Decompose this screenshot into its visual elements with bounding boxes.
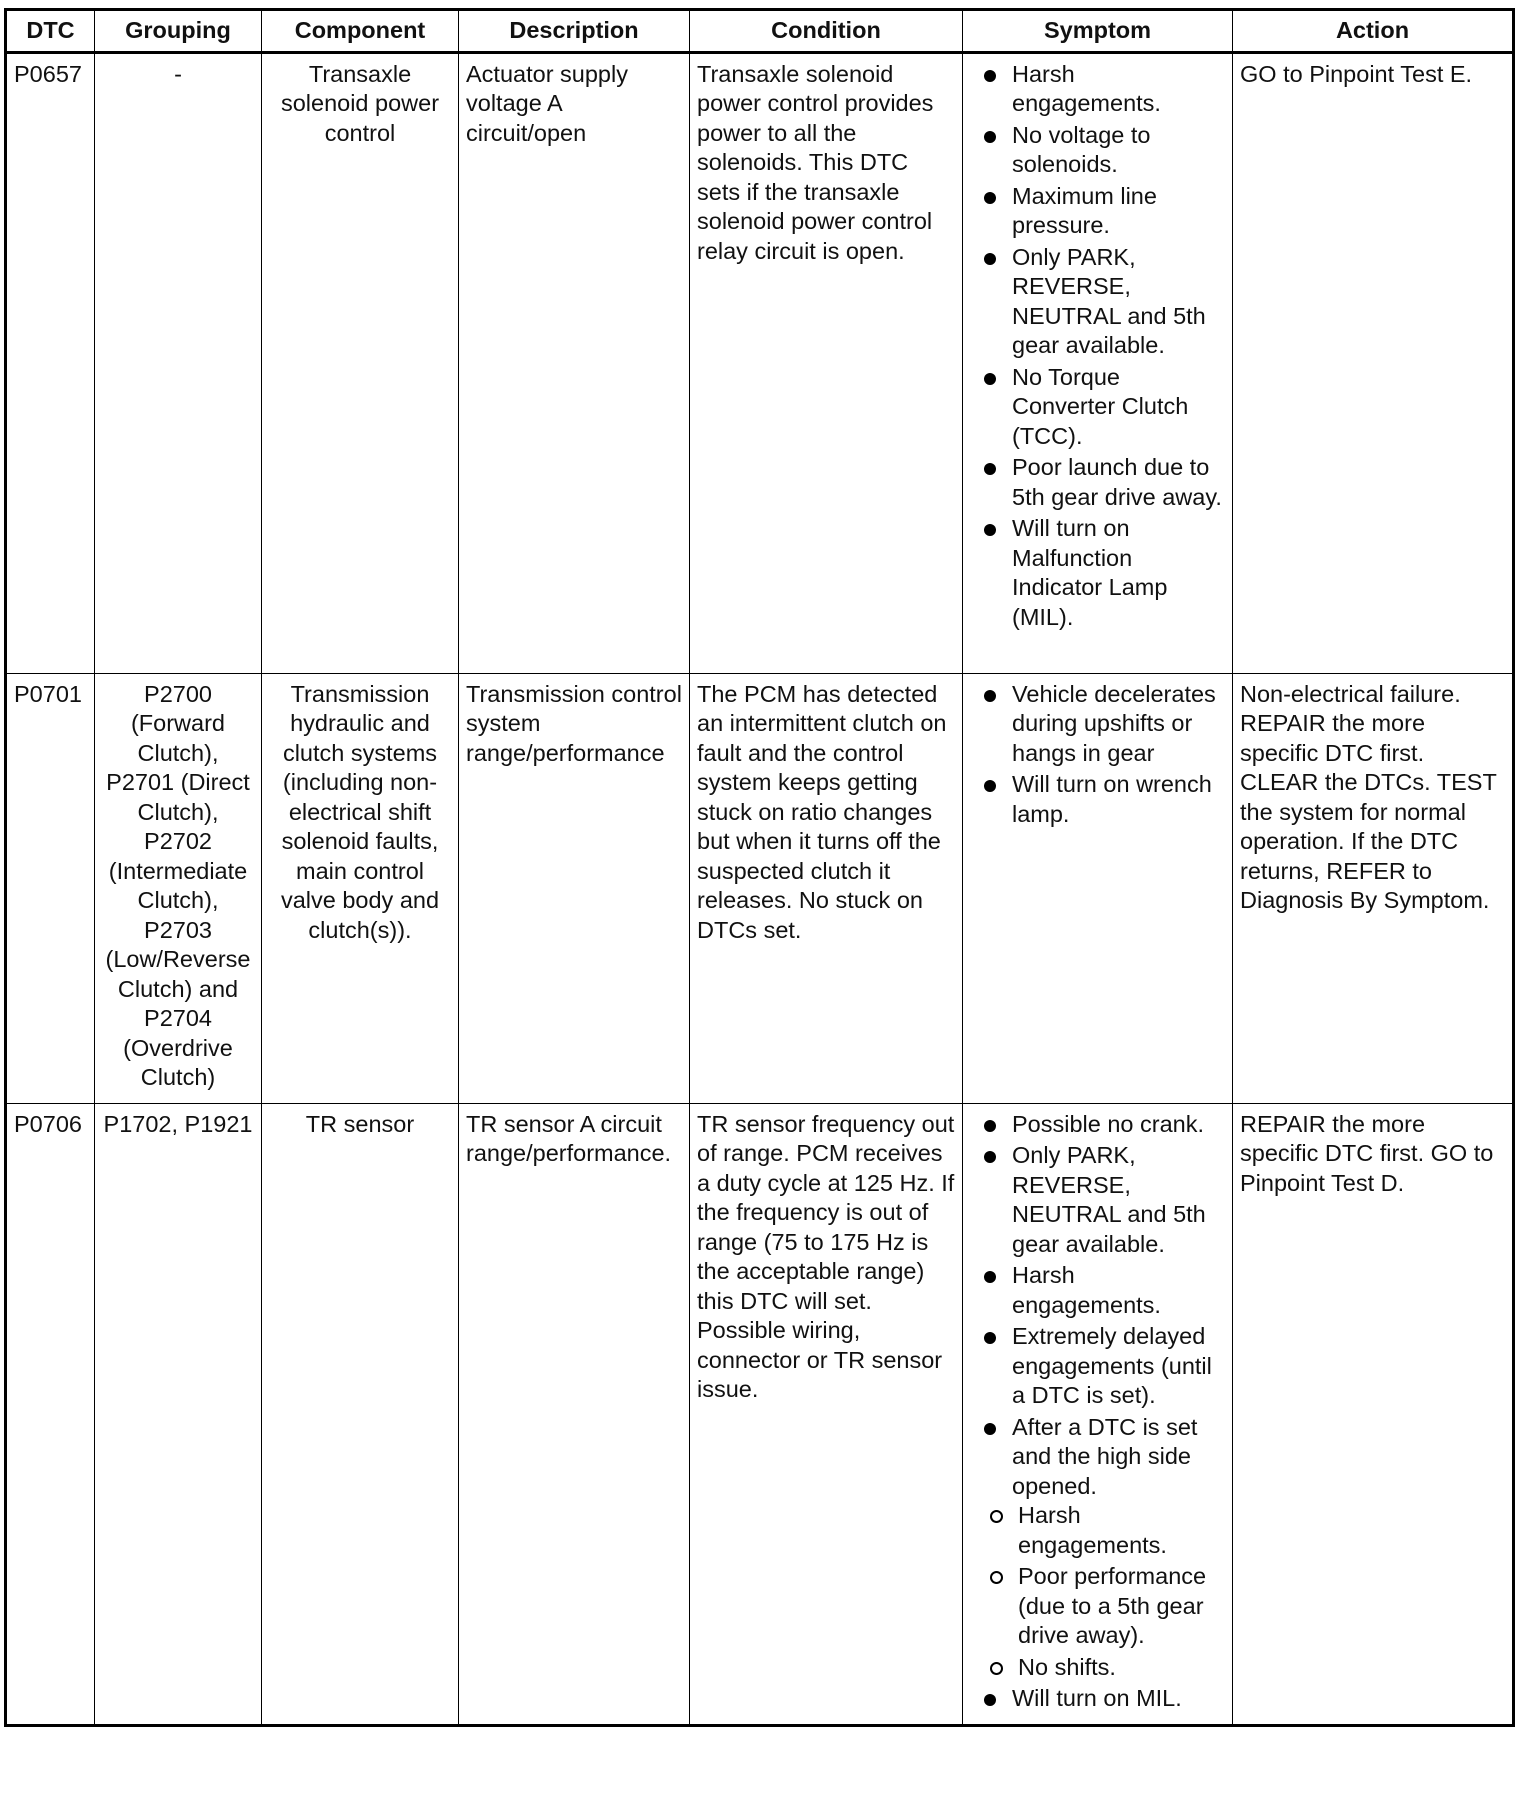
sub-symptom-item [970, 1501, 1225, 1560]
dtc-code: P0706 [6, 1103, 95, 1725]
symptom-text: Harsh engagements. [1012, 60, 1161, 116]
symptom-item [970, 243, 1225, 361]
sub-symptom-text: Harsh engagements. [1018, 1502, 1167, 1558]
symptom-text: After a DTC is set and the high side opened. [1012, 1413, 1198, 1499]
grouping-cell: P1702, P1921 [95, 1103, 262, 1725]
bullet-icon [984, 373, 996, 385]
sub-symptom-list [970, 1501, 1225, 1682]
symptom-item [970, 1684, 1225, 1714]
description-cell: TR sensor A circuit range/performance. [459, 1103, 690, 1725]
bullet-icon [984, 1151, 996, 1163]
bullet-icon [984, 1271, 996, 1283]
symptom-text: Maximum line pressure. [1012, 182, 1157, 238]
bullet-icon [984, 463, 996, 475]
action-cell: REPAIR the more specific DTC first. GO to Pinpoint Test D. [1233, 1103, 1514, 1725]
symptom-list [970, 60, 1225, 633]
header-action: Action [1233, 10, 1514, 53]
symptom-item [970, 514, 1225, 632]
component-cell: Transaxle solenoid power control [262, 52, 459, 673]
component-cell: Transmission hydraulic and clutch systems (including non-electrical shift solenoid faults, main control valve body and clutch(s)). [262, 673, 459, 1103]
bullet-icon [984, 780, 996, 792]
sub-symptom-text: Poor performance (due to a 5th gear drive away). [1018, 1563, 1207, 1648]
symptom-item [970, 1261, 1225, 1320]
symptom-item [970, 121, 1225, 180]
hollow-bullet-icon [990, 1662, 1003, 1675]
symptom-text: No voltage to solenoids. [1012, 121, 1151, 177]
component-cell: TR sensor [262, 1103, 459, 1725]
action-cell: Non-electrical failure. REPAIR the more specific DTC first. CLEAR the DTCs. TEST the system for normal operation. If the DTC returns, REFER to Diagnosis By Symptom. [1233, 673, 1514, 1103]
sub-symptom-text: No shifts. [1018, 1653, 1116, 1680]
table-row [6, 52, 1514, 673]
table-row [6, 1103, 1514, 1725]
symptom-text: Poor launch due to 5th gear drive away. [1012, 454, 1222, 510]
symptom-item [970, 1322, 1225, 1411]
grouping-cell: - [95, 52, 262, 673]
symptom-list [970, 680, 1225, 830]
symptom-item [970, 363, 1225, 452]
symptom-text: Possible no crank. [1012, 1110, 1205, 1137]
symptom-text: Vehicle decelerates during upshifts or hangs in gear [1012, 680, 1216, 766]
sub-symptom-item [970, 1562, 1225, 1651]
symptom-list [970, 1110, 1225, 1714]
symptom-item [970, 770, 1225, 829]
dtc-table-page [4, 8, 1512, 1727]
header-dtc: DTC [6, 10, 95, 53]
hollow-bullet-icon [990, 1510, 1003, 1523]
description-cell: Actuator supply voltage A circuit/open [459, 52, 690, 673]
bullet-icon [984, 1332, 996, 1344]
bullet-icon [984, 1694, 996, 1706]
symptom-text: Extremely delayed engagements (until a DTC is set). [1012, 1323, 1212, 1408]
header-grouping: Grouping [95, 10, 262, 53]
symptom-cell [963, 673, 1233, 1103]
bullet-icon [984, 131, 996, 143]
header-component: Component [262, 10, 459, 53]
header-symptom: Symptom [963, 10, 1233, 53]
description-cell: Transmission control system range/performance [459, 673, 690, 1103]
symptom-item [970, 1413, 1225, 1683]
symptom-text: Harsh engagements. [1012, 1262, 1161, 1318]
symptom-text: Will turn on wrench lamp. [1012, 771, 1212, 827]
symptom-text: Only PARK, REVERSE, NEUTRAL and 5th gear available. [1012, 243, 1206, 358]
dtc-code: P0701 [6, 673, 95, 1103]
bullet-icon [984, 690, 996, 702]
symptom-item [970, 453, 1225, 512]
condition-cell: The PCM has detected an intermittent clutch on fault and the control system keeps getting stuck on ratio changes but when it turns off the suspected clutch it releases. No stuck on DTCs set. [690, 673, 963, 1103]
dtc-code: P0657 [6, 52, 95, 673]
bullet-icon [984, 253, 996, 265]
bullet-icon [984, 1423, 996, 1435]
symptom-text: No Torque Converter Clutch (TCC). [1012, 363, 1189, 449]
symptom-item [970, 680, 1225, 769]
bullet-icon [984, 70, 996, 82]
sub-symptom-item [970, 1653, 1225, 1683]
symptom-text: Only PARK, REVERSE, NEUTRAL and 5th gear available. [1012, 1142, 1206, 1257]
symptom-cell [963, 1103, 1233, 1725]
hollow-bullet-icon [990, 1571, 1003, 1584]
symptom-item [970, 182, 1225, 241]
grouping-cell: P2700 (Forward Clutch), P2701 (Direct Clutch), P2702 (Intermediate Clutch), P2703 (Low/Reverse Clutch) and P2704 (Overdrive Clutch) [95, 673, 262, 1103]
symptom-text: Will turn on Malfunction Indicator Lamp (MIL). [1012, 515, 1168, 630]
bullet-icon [984, 524, 996, 536]
bullet-icon [984, 192, 996, 204]
symptom-item [970, 60, 1225, 119]
header-description: Description [459, 10, 690, 53]
action-cell: GO to Pinpoint Test E. [1233, 52, 1514, 673]
condition-cell: Transaxle solenoid power control provides power to all the solenoids. This DTC sets if the transaxle solenoid power control relay circuit is open. [690, 52, 963, 673]
symptom-text: Will turn on MIL. [1012, 1685, 1182, 1711]
dtc-table [4, 8, 1515, 1727]
table-row [6, 673, 1514, 1103]
symptom-cell [963, 52, 1233, 673]
symptom-item [970, 1110, 1225, 1140]
bullet-icon [984, 1120, 996, 1132]
header-condition: Condition [690, 10, 963, 53]
header-row [6, 10, 1514, 53]
symptom-item [970, 1141, 1225, 1259]
condition-cell: TR sensor frequency out of range. PCM receives a duty cycle at 125 Hz. If the frequency is out of range (75 to 175 Hz is the acceptable range) this DTC will set. Possible wiring, connector or TR sensor issue. [690, 1103, 963, 1725]
